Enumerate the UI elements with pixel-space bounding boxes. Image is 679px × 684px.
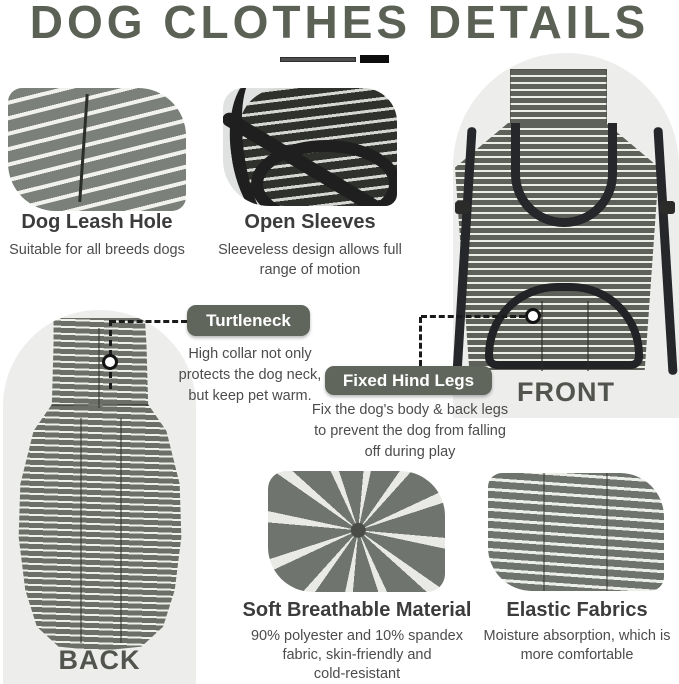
leash-hole-photo	[8, 88, 186, 211]
turtleneck-callout-line-h	[110, 320, 187, 323]
turtleneck-callout-tail	[109, 372, 112, 389]
elastic-fabrics-heading: Elastic Fabrics	[506, 599, 648, 621]
back-body-seam	[120, 418, 122, 644]
fabric-seam	[543, 473, 545, 591]
page-title: DOG CLOTHES DETAILS	[29, 0, 650, 48]
back-garment-body	[17, 318, 183, 650]
fixed-hind-legs-label: Fixed Hind Legs	[325, 366, 492, 395]
fixed-hind-legs-description: Fix the dog's body & back legs to prevent the dog from falling off during play	[311, 402, 509, 460]
soft-material-photo	[268, 471, 445, 592]
leash-hole-description: Suitable for all breeds dogs	[9, 242, 185, 258]
open-sleeves-photo	[223, 88, 397, 206]
belly-seam	[541, 301, 543, 371]
back-body-seam	[80, 418, 82, 644]
front-left-buckle	[455, 201, 470, 214]
hind-legs-callout-line-v	[419, 317, 422, 366]
front-right-edge-trim	[653, 127, 677, 375]
leash-hole-slit	[78, 94, 89, 202]
open-sleeves-heading: Open Sleeves	[244, 211, 376, 233]
front-right-buckle	[660, 201, 675, 214]
turtleneck-callout-line-v	[109, 320, 112, 356]
front-turtleneck-collar	[510, 69, 607, 125]
front-view-panel	[453, 53, 679, 418]
turtleneck-label: Turtleneck	[187, 305, 310, 336]
back-view-label: BACK	[58, 645, 141, 675]
title-divider-black-bar	[360, 55, 389, 63]
soft-material-description: 90% polyester and 10% spandex fabric, skin-friendly and cold-resistant	[250, 628, 463, 682]
elastic-fabrics-photo	[488, 473, 664, 591]
front-view-label: FRONT	[517, 377, 615, 407]
belly-seam	[587, 301, 589, 371]
turtleneck-description: High collar not only protects the dog neck, but keep pet warm.	[178, 346, 322, 404]
fabric-seam	[606, 473, 608, 591]
hind-legs-callout-line-h	[421, 315, 525, 318]
hind-legs-callout-dot	[525, 308, 541, 324]
leash-hole-heading: Dog Leash Hole	[21, 211, 173, 233]
soft-material-heading: Soft Breathable Material	[242, 599, 472, 621]
title-divider-gray-bar	[280, 57, 356, 62]
front-neckline-trim	[511, 123, 617, 227]
turtleneck-callout-dot	[102, 354, 118, 370]
elastic-fabrics-description: Moisture absorption, which is more comfortable	[483, 628, 671, 663]
back-collar-seam	[98, 328, 100, 408]
open-sleeves-description: Sleeveless design allows full range of motion	[218, 242, 402, 278]
